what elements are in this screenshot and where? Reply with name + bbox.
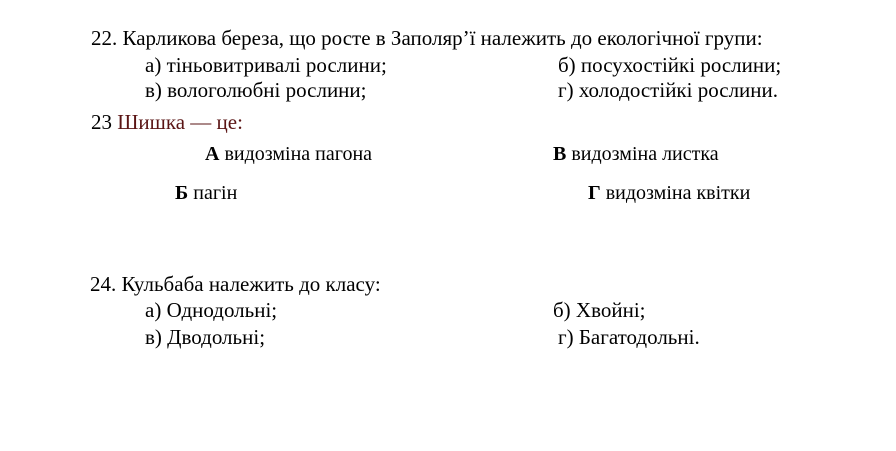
question-22-option-v: в) вологолюбні рослини; <box>145 78 367 102</box>
question-23-text: Шишка — це: <box>117 110 243 134</box>
option-letter: В <box>553 143 567 165</box>
question-23-title <box>91 110 243 134</box>
question-22-option-g: г) холодостійкі рослини. <box>558 78 779 102</box>
question-22-option-a: а) тіньовитривалі рослини; <box>145 53 387 77</box>
question-24-option-b: б) Хвойні; <box>553 298 646 322</box>
option-text: пагін <box>193 182 238 204</box>
question-24-option-v: в) Дводольні; <box>145 325 266 349</box>
question-23-option-b <box>175 181 237 205</box>
question-23-option-g <box>588 181 750 205</box>
option-text: видозміна квітки <box>605 182 751 204</box>
question-24-option-a: а) Однодольні; <box>145 298 278 322</box>
option-letter: Б <box>175 182 189 204</box>
question-24-title: 24. Кульбаба належить до класу: <box>90 272 381 296</box>
option-letter: Г <box>588 182 601 204</box>
question-23-number: 23 <box>91 110 112 134</box>
question-22-option-b: б) посухостійкі рослини; <box>558 53 782 77</box>
option-text: видозміна пагона <box>224 143 373 165</box>
question-24-option-g: г) Багатодольні. <box>558 325 700 349</box>
option-text: видозміна листка <box>571 143 719 165</box>
question-23-option-a <box>205 142 372 166</box>
question-22-title: 22. Карликова береза, що росте в Заполяр’ї належить до екологічної групи: <box>91 26 763 50</box>
question-23-option-v <box>553 142 719 166</box>
option-letter: А <box>205 143 220 165</box>
